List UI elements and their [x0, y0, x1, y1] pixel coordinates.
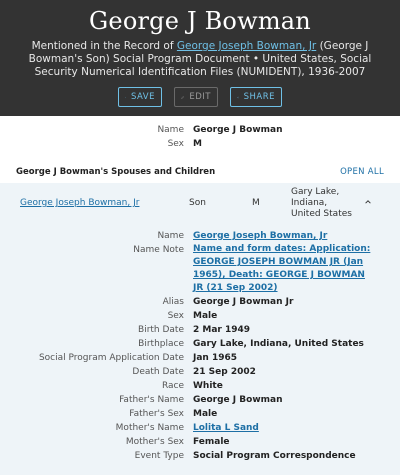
- detail-label: Alias: [0, 295, 193, 309]
- detail-value: [193, 229, 400, 243]
- detail-application-date: [0, 351, 400, 365]
- chevron-up-icon[interactable]: [364, 198, 372, 206]
- detail-label: Race: [0, 379, 193, 393]
- detail-birthplace: [0, 337, 400, 351]
- detail-label: Mother's Name: [0, 421, 193, 435]
- detail-father-sex: [0, 407, 400, 421]
- detail-mother-name: [0, 421, 400, 435]
- detail-event-type: [0, 449, 400, 463]
- family-member-row[interactable]: [0, 183, 400, 225]
- detail-race: [0, 379, 400, 393]
- share-button[interactable]: [230, 87, 282, 107]
- detail-value: Female: [193, 435, 400, 449]
- field-value: M: [193, 137, 400, 151]
- detail-value: 2 Mar 1949: [193, 323, 400, 337]
- family-section-title: George J Bowman's Spouses and Children: [16, 167, 215, 177]
- detail-label: Name: [0, 229, 193, 243]
- open-all-button[interactable]: OPEN ALL: [340, 167, 384, 177]
- family-member-place: Gary Lake, Indiana, United States: [291, 187, 357, 220]
- name-note-link[interactable]: Name and form dates: Application: GEORGE JOSEPH BOWMAN JR (Jan 1965), Death: GEORGE J BOWMAN JR (21 Sep 2002): [193, 243, 373, 295]
- detail-label: Name Note: [0, 243, 193, 295]
- mother-name-link[interactable]: Lolita L Sand: [193, 423, 259, 433]
- field-sex: [0, 137, 400, 151]
- share-label: SHARE: [244, 92, 275, 102]
- detail-value: Male: [193, 407, 400, 421]
- detail-sex: [0, 309, 400, 323]
- principal-fields: [0, 123, 400, 151]
- detail-label: Event Type: [0, 449, 193, 463]
- field-name: [0, 123, 400, 137]
- action-bar: [0, 87, 400, 107]
- detail-value: White: [193, 379, 400, 393]
- page-title: George J Bowman: [0, 6, 400, 36]
- detail-value: Social Program Correspondence: [193, 449, 400, 463]
- detail-value: Male: [193, 309, 400, 323]
- detail-value: Jan 1965: [193, 351, 400, 365]
- field-label: Sex: [0, 137, 193, 151]
- detail-value: Gary Lake, Indiana, United States: [193, 337, 400, 351]
- pencil-icon: [181, 93, 184, 102]
- family-section-header: [16, 165, 384, 179]
- detail-name-note: [0, 243, 400, 295]
- detail-value: George J Bowman: [193, 393, 400, 407]
- save-button[interactable]: [118, 87, 162, 107]
- family-member-panel: [0, 183, 400, 475]
- field-value: George J Bowman: [193, 123, 400, 137]
- family-member-details: [0, 225, 400, 463]
- detail-death-date: [0, 365, 400, 379]
- save-label: SAVE: [131, 92, 155, 102]
- detail-father-name: [0, 393, 400, 407]
- record-subtitle: [8, 40, 392, 79]
- detail-label: Mother's Sex: [0, 435, 193, 449]
- family-member-name-link[interactable]: George Joseph Bowman, Jr: [20, 198, 139, 208]
- subtitle-suffix: (George J Bowman's Son) Social Program Document • United States, Social Security Numerical Identification Files (NUMIDENT), 1936-2007: [29, 40, 372, 78]
- edit-button[interactable]: [174, 87, 218, 107]
- family-member-sex: M: [252, 198, 260, 208]
- record-header: [0, 0, 400, 116]
- edit-label: EDIT: [189, 92, 211, 102]
- detail-label: Sex: [0, 309, 193, 323]
- principal-link[interactable]: George Joseph Bowman, Jr: [177, 40, 316, 52]
- share-icon: [237, 93, 239, 102]
- subtitle-prefix: Mentioned in the Record of: [32, 40, 177, 52]
- detail-value: George J Bowman Jr: [193, 295, 400, 309]
- detail-value: [193, 421, 400, 435]
- field-label: Name: [0, 123, 193, 137]
- detail-label: Father's Sex: [0, 407, 193, 421]
- family-member-relation: Son: [189, 198, 206, 208]
- detail-mother-sex: [0, 435, 400, 449]
- bookmark-icon: [125, 93, 126, 102]
- detail-label: Death Date: [0, 365, 193, 379]
- detail-label: Social Program Application Date: [0, 351, 193, 365]
- detail-birth-date: [0, 323, 400, 337]
- detail-label: Birthplace: [0, 337, 193, 351]
- detail-value: 21 Sep 2002: [193, 365, 400, 379]
- detail-label: Birth Date: [0, 323, 193, 337]
- detail-alias: [0, 295, 400, 309]
- detail-label: Father's Name: [0, 393, 193, 407]
- detail-name: [0, 229, 400, 243]
- detail-value: [193, 243, 400, 295]
- detail-name-link[interactable]: George Joseph Bowman, Jr: [193, 231, 327, 241]
